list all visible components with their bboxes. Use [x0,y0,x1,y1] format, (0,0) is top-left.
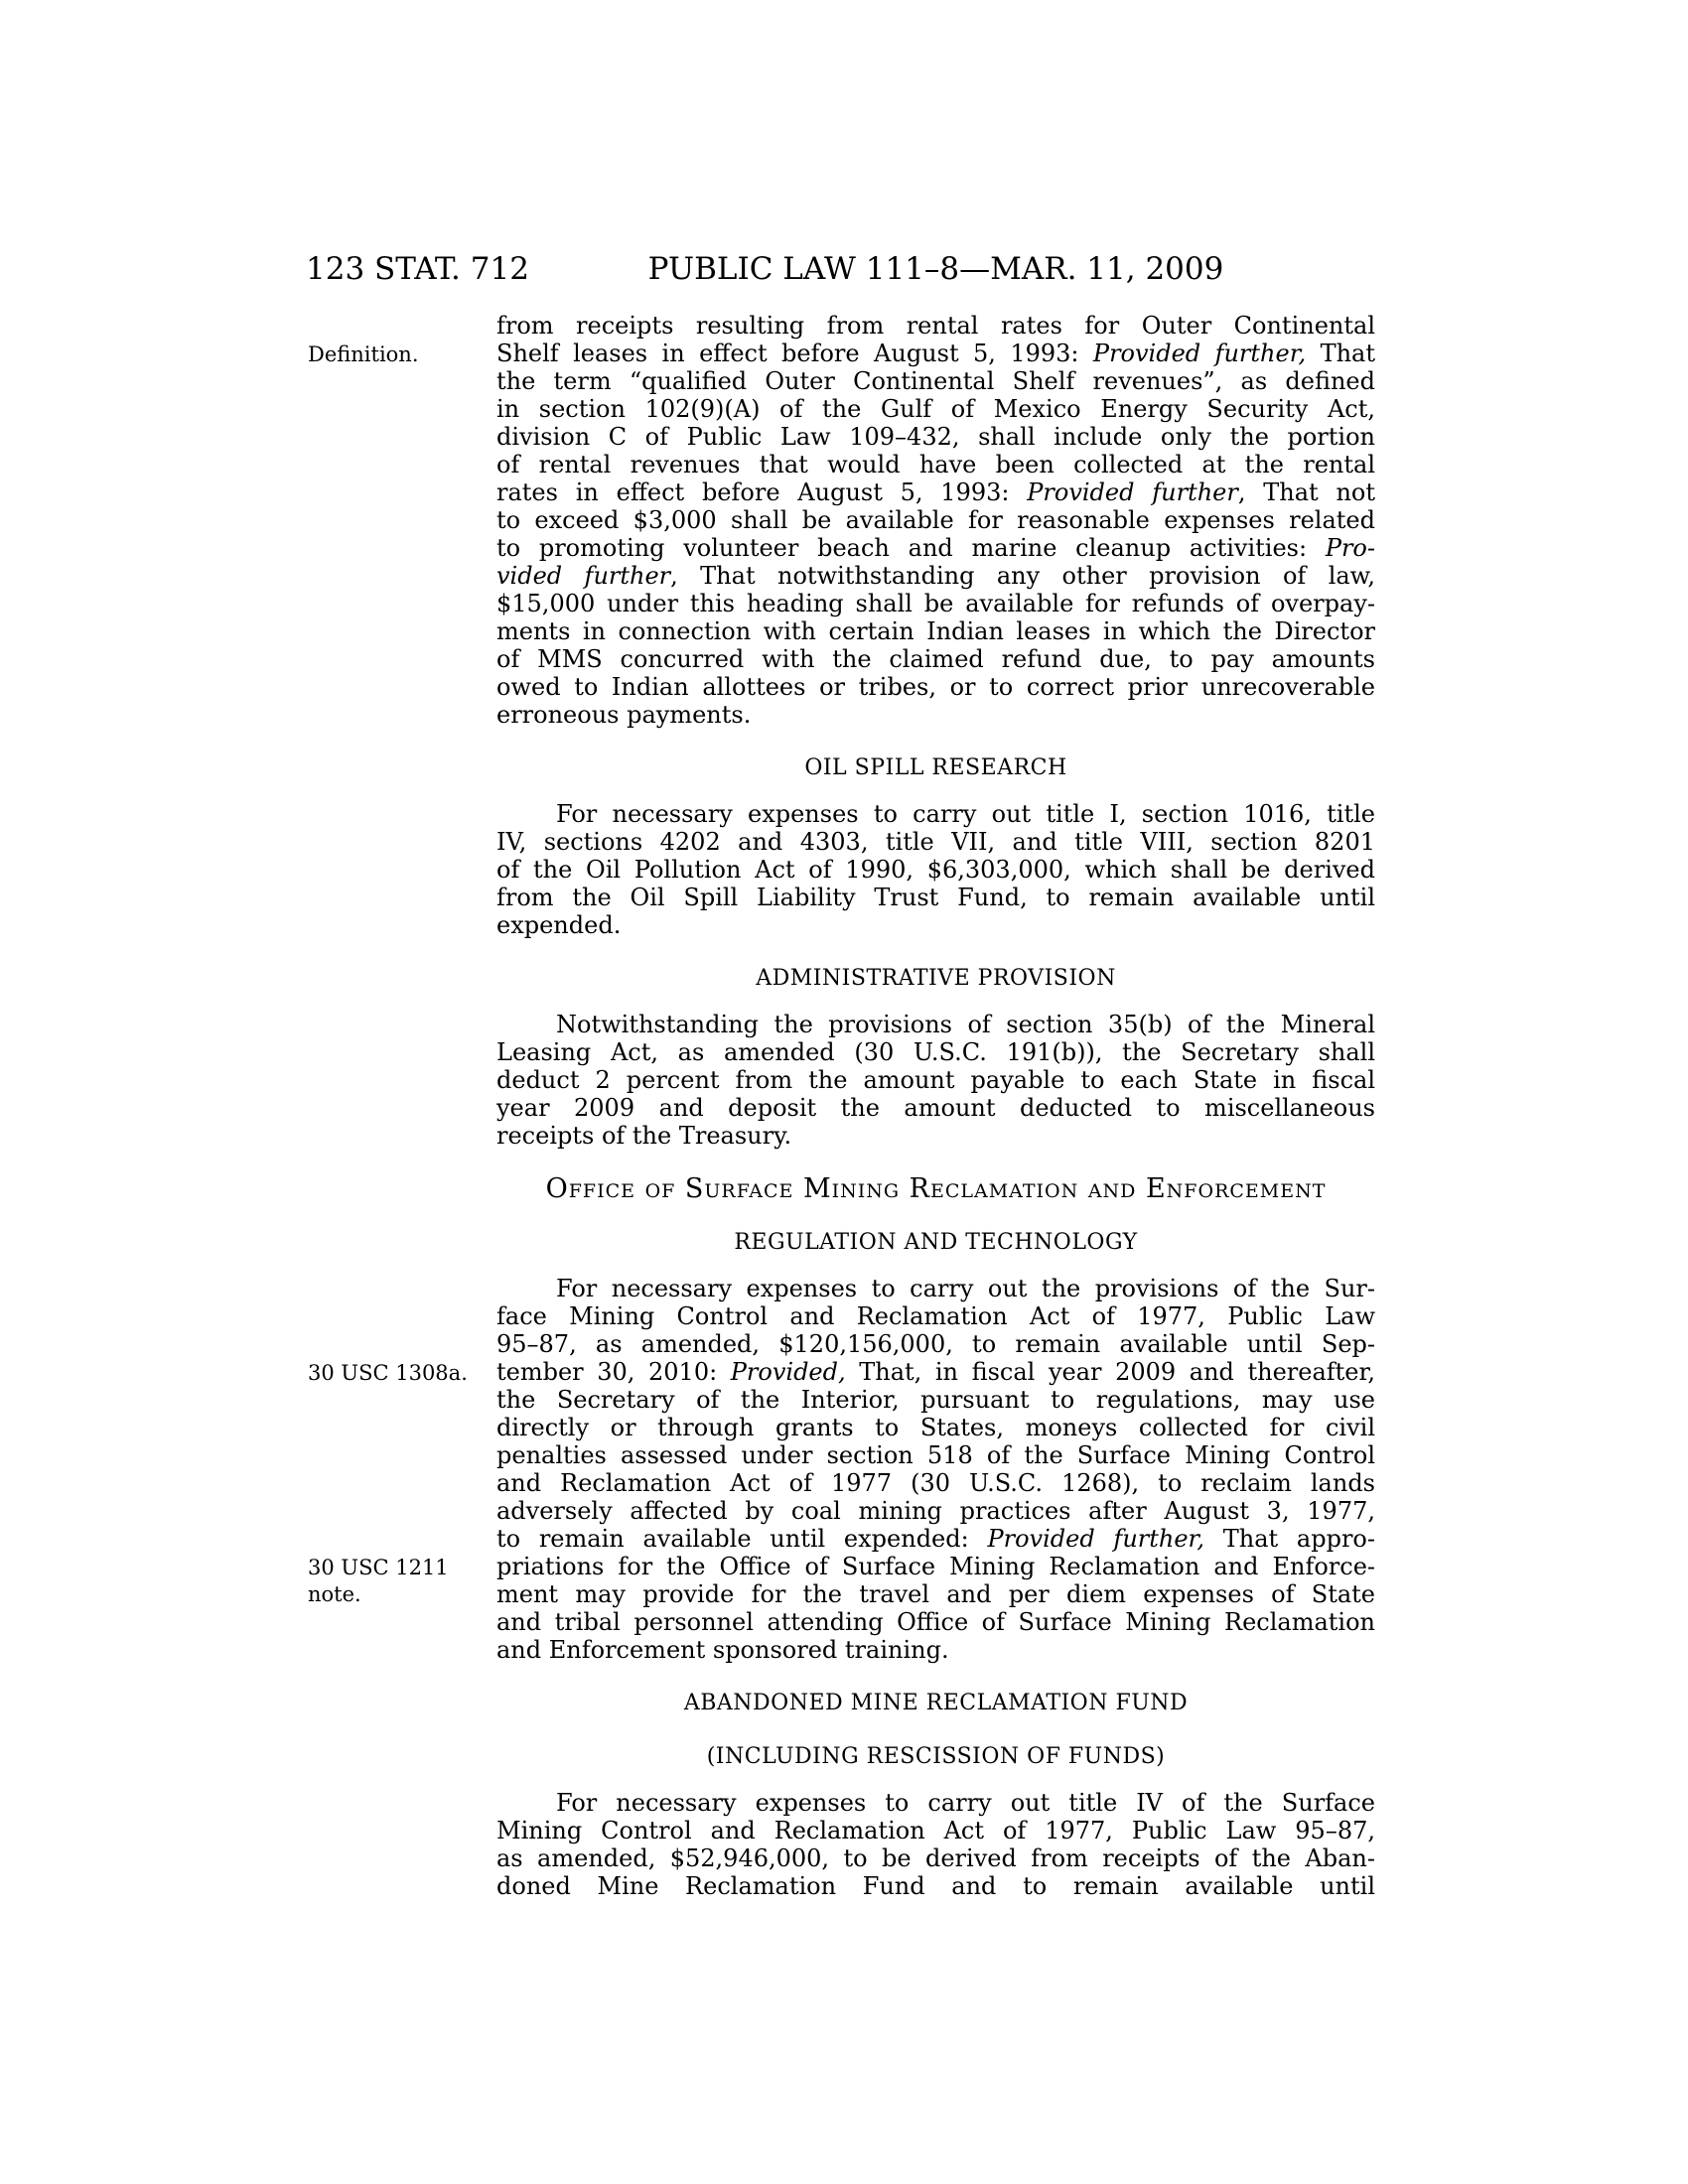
page-number-stat: 123 STAT. 712 [306,251,529,287]
text-line: penalties assessed under section 518 of the Surface Mining Control [496,1441,1375,1469]
margin-note-definition: Definition. [308,342,419,366]
paragraph [496,1011,1375,1150]
paragraph [496,1789,1375,1900]
law-header: PUBLIC LAW 111–8—MAR. 11, 2009 [647,251,1224,287]
section-heading: ADMINISTRATIVE PROVISION [756,966,1116,991]
margin-note-usc-1308a: 30 USC 1308a. [308,1361,468,1385]
text-line: to remain available until expended: Provided further, That appro- [496,1525,1375,1553]
section-heading: (INCLUDING RESCISSION OF FUNDS) [706,1744,1166,1769]
text-line: rates in effect before August 5, 1993: Provided further, That not [496,478,1376,506]
paragraph [496,1275,1375,1664]
text-line: year 2009 and deposit the amount deducted to miscellaneous [496,1094,1375,1122]
text-line: Notwithstanding the provisions of section 35(b) of the Mineral [556,1011,1375,1038]
body-column [496,312,1375,1900]
text-line: Shelf leases in effect before August 5, 1993: Provided further, That [496,340,1375,367]
text-line: ment may provide for the travel and per diem expenses of State [496,1580,1375,1608]
section-heading: Office of Surface Mining Reclamation and Enforcement [545,1173,1327,1204]
text-line: For necessary expenses to carry out the provisions of the Sur- [556,1275,1375,1302]
text-line: of MMS concurred with the claimed refund due, to pay amounts [496,645,1375,673]
paragraph [496,312,1375,729]
text-line: expended. [496,911,622,939]
text-line: For necessary expenses to carry out title IV of the Surface [556,1789,1375,1817]
text-line: and tribal personnel attending Office of Surface Mining Reclamation [496,1608,1375,1636]
text-line: deduct 2 percent from the amount payable to each State in fiscal [496,1066,1375,1094]
text-line: from the Oil Spill Liability Trust Fund, to remain available until [496,884,1375,911]
text-line: adversely affected by coal mining practices after August 3, 1977, [496,1497,1375,1525]
text-line: to exceed $3,000 shall be available for reasonable expenses related [496,506,1375,534]
text-line: Leasing Act, as amended (30 U.S.C. 191(b)), the Secretary shall [496,1038,1375,1066]
text-line: face Mining Control and Reclamation Act of 1977, Public Law [496,1302,1375,1330]
margin-note-usc-1211: 30 USC 1211 note. [308,1556,449,1606]
text-line: the term “qualified Outer Continental Shelf revenues”, as defined [496,367,1375,395]
text-line: IV, sections 4202 and 4303, title VII, and title VIII, section 8201 [496,828,1375,856]
text-line: directly or through grants to States, moneys collected for civil [496,1414,1375,1441]
section-heading: REGULATION AND TECHNOLOGY [734,1230,1138,1255]
paragraph [496,800,1375,939]
section-heading: OIL SPILL RESEARCH [804,755,1067,780]
text-line: to promoting volunteer beach and marine cleanup activities: Pro- [496,534,1375,562]
text-line: and Reclamation Act of 1977 (30 U.S.C. 1268), to reclaim lands [496,1469,1375,1497]
text-line: erroneous payments. [496,701,752,729]
text-line: tember 30, 2010: Provided, That, in fiscal year 2009 and thereafter, [496,1358,1375,1386]
text-line: owed to Indian allottees or tribes, or to correct prior unrecoverable [496,673,1375,701]
text-line: ments in connection with certain Indian leases in which the Director [496,617,1375,645]
text-line: of the Oil Pollution Act of 1990, $6,303,000, which shall be derived [496,856,1375,884]
text-line: receipts of the Treasury. [496,1122,792,1150]
section-heading: ABANDONED MINE RECLAMATION FUND [683,1691,1189,1715]
text-line: the Secretary of the Interior, pursuant to regulations, may use [496,1386,1375,1414]
text-line: as amended, $52,946,000, to be derived from receipts of the Aban- [496,1844,1375,1872]
text-line: in section 102(9)(A) of the Gulf of Mexico Energy Security Act, [496,395,1375,423]
text-line: $15,000 under this heading shall be available for refunds of overpay- [496,590,1375,617]
text-line: of rental revenues that would have been collected at the rental [496,451,1375,478]
text-line: from receipts resulting from rental rates for Outer Continental [496,312,1375,340]
text-line: For necessary expenses to carry out title I, section 1016, title [556,800,1375,828]
text-line: division C of Public Law 109–432, shall include only the portion [496,423,1375,451]
text-line: and Enforcement sponsored training. [496,1636,949,1664]
text-line: 95–87, as amended, $120,156,000, to remain available until Sep- [496,1330,1375,1358]
text-line: vided further, That notwithstanding any other provision of law, [496,562,1376,590]
text-line: doned Mine Reclamation Fund and to remain available until [496,1872,1375,1900]
text-line: priations for the Office of Surface Mining Reclamation and Enforce- [496,1553,1375,1580]
text-line: Mining Control and Reclamation Act of 1977, Public Law 95–87, [496,1817,1375,1844]
